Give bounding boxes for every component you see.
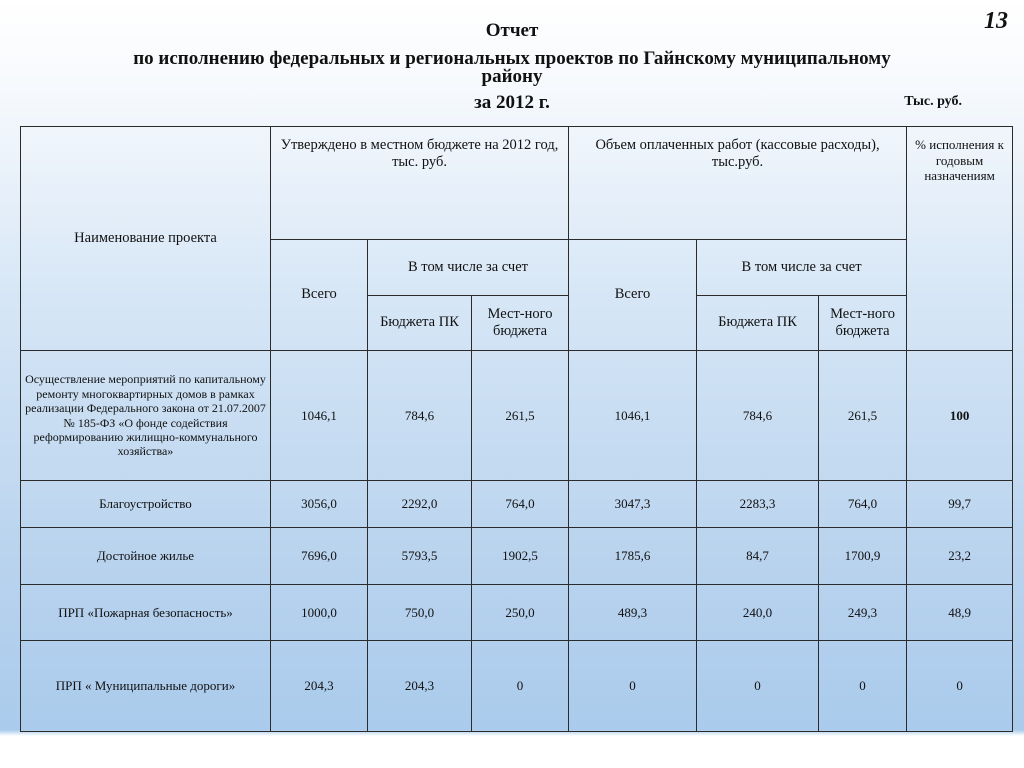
cell-paid-total: 489,3 bbox=[569, 585, 697, 641]
header-total-paid: Всего bbox=[569, 240, 697, 351]
report-year: за 2012 г. bbox=[474, 92, 550, 113]
page-number: 13 bbox=[984, 8, 1008, 34]
cell-approved-local: 261,5 bbox=[472, 351, 569, 481]
header-incl-paid: В том числе за счет bbox=[697, 240, 907, 296]
cell-approved-local: 764,0 bbox=[472, 481, 569, 528]
cell-paid-local: 0 bbox=[819, 641, 907, 732]
cell-approved-total: 1000,0 bbox=[271, 585, 368, 641]
report-subtitle: по исполнению федеральных и региональных проектов по Гайнскому муниципальному bbox=[133, 48, 891, 69]
report-subtitle-cont: району bbox=[481, 66, 543, 87]
cell-percent: 48,9 bbox=[907, 585, 1013, 641]
cell-approved-pk: 5793,5 bbox=[368, 528, 472, 585]
units-label: Тыс. руб. bbox=[904, 94, 962, 109]
row-name: ПРП «Пожарная безопасность» bbox=[21, 585, 271, 641]
header-approved: Утверждено в местном бюджете на 2012 год, тыс. руб. bbox=[271, 127, 569, 240]
cell-paid-total: 1785,6 bbox=[569, 528, 697, 585]
cell-paid-local: 764,0 bbox=[819, 481, 907, 528]
cell-approved-total: 1046,1 bbox=[271, 351, 368, 481]
table-row bbox=[21, 351, 1013, 481]
cell-paid-local: 1700,9 bbox=[819, 528, 907, 585]
table-row bbox=[21, 585, 1013, 641]
cell-paid-local: 261,5 bbox=[819, 351, 907, 481]
cell-paid-local: 249,3 bbox=[819, 585, 907, 641]
header-paid: Объем оплаченных работ (кассовые расходы), тыс.руб. bbox=[569, 127, 907, 240]
table-row bbox=[21, 481, 1013, 528]
header-total-approved: Всего bbox=[271, 240, 368, 351]
cell-approved-local: 0 bbox=[472, 641, 569, 732]
cell-approved-local: 1902,5 bbox=[472, 528, 569, 585]
row-name: Достойное жилье bbox=[21, 528, 271, 585]
row-name: ПРП « Муниципальные дороги» bbox=[21, 641, 271, 732]
cell-percent: 0 bbox=[907, 641, 1013, 732]
cell-approved-pk: 784,6 bbox=[368, 351, 472, 481]
header-percent: % исполнения к годовым назначениям bbox=[907, 127, 1013, 351]
cell-approved-total: 3056,0 bbox=[271, 481, 368, 528]
header-local-paid: Мест-ного бюджета bbox=[819, 296, 907, 351]
table-row bbox=[21, 528, 1013, 585]
cell-percent: 99,7 bbox=[907, 481, 1013, 528]
report-title: Отчет bbox=[485, 20, 539, 41]
row-name: Осуществление мероприятий по капитальному ремонту многоквартирных домов в рамках реализации Федерального закона от 21.07.2007 № 185-ФЗ «О фонде содействия реформированию жилищно-коммунального хозяйства» bbox=[21, 351, 271, 481]
header-pk-paid: Бюджета ПК bbox=[697, 296, 819, 351]
cell-percent: 100 bbox=[907, 351, 1013, 481]
header-incl-approved: В том числе за счет bbox=[368, 240, 569, 296]
header-pk-approved: Бюджета ПК bbox=[368, 296, 472, 351]
cell-paid-total: 3047,3 bbox=[569, 481, 697, 528]
row-name: Благоустройство bbox=[21, 481, 271, 528]
cell-paid-pk: 240,0 bbox=[697, 585, 819, 641]
cell-approved-total: 204,3 bbox=[271, 641, 368, 732]
cell-approved-pk: 750,0 bbox=[368, 585, 472, 641]
cell-approved-total: 7696,0 bbox=[271, 528, 368, 585]
cell-paid-pk: 2283,3 bbox=[697, 481, 819, 528]
cell-approved-pk: 2292,0 bbox=[368, 481, 472, 528]
cell-approved-local: 250,0 bbox=[472, 585, 569, 641]
cell-paid-pk: 784,6 bbox=[697, 351, 819, 481]
cell-paid-total: 0 bbox=[569, 641, 697, 732]
cell-percent: 23,2 bbox=[907, 528, 1013, 585]
header-project-name: Наименование проекта bbox=[21, 127, 271, 351]
cell-paid-total: 1046,1 bbox=[569, 351, 697, 481]
cell-paid-pk: 0 bbox=[697, 641, 819, 732]
cell-paid-pk: 84,7 bbox=[697, 528, 819, 585]
cell-approved-pk: 204,3 bbox=[368, 641, 472, 732]
report-table bbox=[20, 126, 1013, 732]
header-local-approved: Мест-ного бюджета bbox=[472, 296, 569, 351]
table-row bbox=[21, 641, 1013, 732]
